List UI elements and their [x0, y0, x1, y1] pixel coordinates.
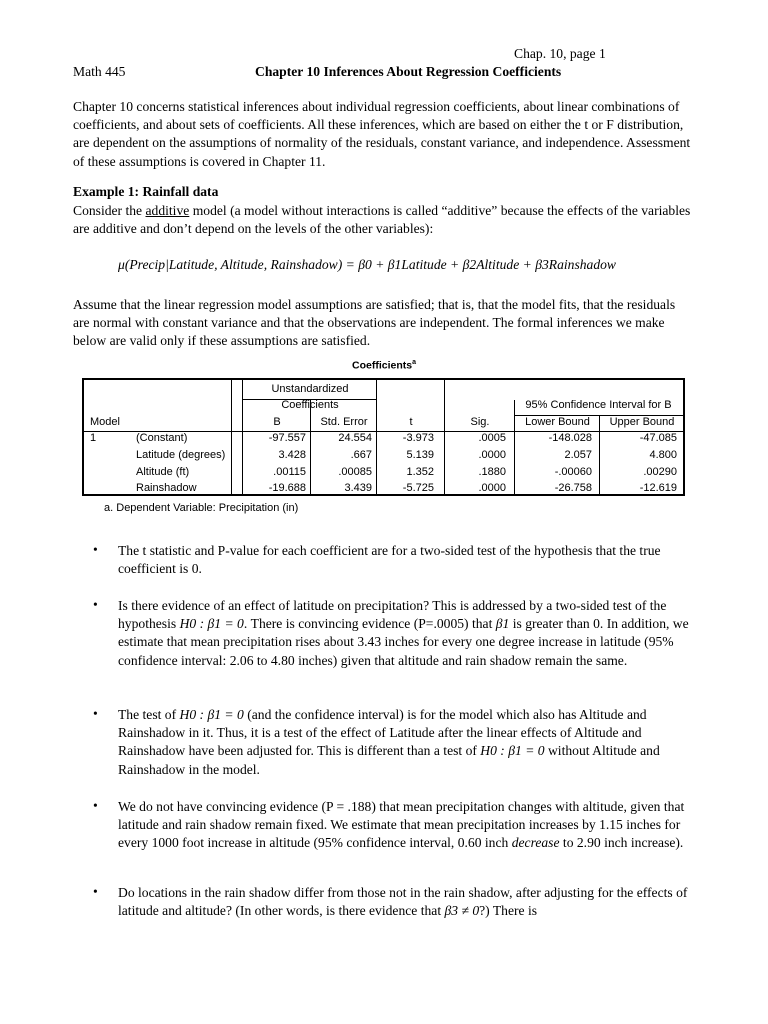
additive-underlined: additive	[145, 203, 190, 218]
table-footnote: a. Dependent Variable: Precipitation (in)	[104, 502, 299, 514]
bullet-2-text: Is there evidence of an effect of latitude on precipitation? This is addressed by a two-sided test of the hypothesis H0 : β1 = 0. There is convincing evidence (P=.0005) that β1 is greater than 0. In addition, we estimate that mean precipitation rises about 3.43 inches for every one degree increase in latitude (95% confidence interval: 2.06 to 4.80 inches) given that altitude and rain shadow remain the same.	[118, 598, 689, 668]
row-name: Altitude (ft)	[136, 466, 190, 478]
bullet-icon: •	[93, 597, 98, 612]
row-name: Latitude (degrees)	[136, 449, 226, 461]
header-upper-bound: Upper Bound	[609, 416, 675, 428]
model-equation: μ(Precip|Latitude, Altitude, Rainshadow) = β0 + β1Latitude + β2Altitude + β3Rainshadow	[118, 257, 616, 272]
row-sig: .1880	[478, 466, 506, 478]
row-ub: -12.619	[639, 482, 677, 494]
header-model: Model	[90, 416, 120, 428]
row-ub: 4.800	[649, 449, 677, 461]
row-t: -5.725	[402, 482, 434, 494]
row-sig: .0005	[478, 432, 506, 444]
model-number: 1	[90, 432, 97, 444]
header-sig: Sig.	[470, 416, 490, 428]
row-ub: .00290	[643, 466, 677, 478]
header-lower-bound: Lower Bound	[525, 416, 590, 428]
example-title: Example 1: Rainfall data	[73, 184, 219, 199]
header-b: B	[273, 416, 281, 428]
row-lb: -.00060	[554, 466, 592, 478]
bullet-1-text: The t statistic and P-value for each coefficient are for a two-sided test of the hypothesis that the true coefficient is 0.	[118, 543, 661, 577]
bullet-5-text: Do locations in the rain shadow differ from those not in the rain shadow, after adjusting for the effects of latitude and altitude? (In other words, is there evidence that β3 ≠ 0?) There is	[118, 885, 688, 919]
row-lb: -148.028	[548, 432, 592, 444]
page-number: Chap. 10, page 1	[514, 46, 606, 61]
row-ub: -47.085	[639, 432, 677, 444]
row-b: -97.557	[268, 432, 306, 444]
bullet-4-text: We do not have convincing evidence (P = .188) that mean precipitation changes with altitude, given that latitude and rain shadow remain fixed. We estimate that mean precipitation increases by 1.15 inches for every 1000 foot increase in altitude (95% confidence interval, 0.60 inch decrease to 2.90 inch increase).	[118, 799, 685, 851]
header-t: t	[409, 416, 413, 428]
row-b: 3.428	[278, 449, 306, 461]
row-se: 24.554	[338, 432, 372, 444]
row-b: .00115	[273, 466, 306, 478]
row-se: .667	[350, 449, 372, 461]
header-unstandardized: Unstandardized	[271, 383, 349, 395]
row-se: .00085	[338, 466, 372, 478]
bullet-icon: •	[93, 798, 98, 813]
coefficients-table	[82, 378, 685, 496]
assumptions-paragraph: Assume that the linear regression model assumptions are satisfied; that is, that the model fits, that the residuals are normal with constant variance and that the observations are independent. The formal inferences we make below are valid only if these assumptions are satisfied.	[73, 297, 676, 349]
bullet-icon: •	[93, 884, 98, 899]
row-t: -3.973	[402, 432, 434, 444]
header-ci: 95% Confidence Interval for B	[525, 399, 672, 411]
row-lb: 2.057	[564, 449, 592, 461]
bullet-icon: •	[93, 542, 98, 557]
course-label: Math 445	[73, 64, 126, 79]
header-std-error: Std. Error	[320, 416, 368, 428]
row-b: -19.688	[268, 482, 306, 494]
bullet-3-text: The test of H0 : β1 = 0 (and the confidence interval) is for the model which also has Altitude and Rainshadow in it. Thus, it is a test of the effect of Latitude after the linear effects of Altitude and Rainshadow have been adjusted for. This is different than a test of H0 : β1 = 0 without Altitude and Rainshadow in the model.	[118, 707, 660, 777]
chapter-title: Chapter 10 Inferences About Regression Coefficients	[255, 64, 562, 79]
additive-model-paragraph: Consider the additive model (a model without interactions is called “additive” because the effects of the variables are additive and don’t depend on the levels of the other variables):	[73, 203, 691, 237]
row-name: (Constant)	[136, 432, 188, 444]
header-coefficients: Coefficients	[281, 399, 339, 411]
row-t: 5.139	[406, 449, 434, 461]
row-se: 3.439	[344, 482, 372, 494]
row-lb: -26.758	[554, 482, 592, 494]
row-sig: .0000	[478, 482, 506, 494]
intro-paragraph: Chapter 10 concerns statistical inferences about individual regression coefficients, about linear combinations of coefficients, and about sets of coefficients. All these inferences, which are based on either the t or F distribution, are dependent on the assumptions of normality of the residuals, constant variance, and independence. Assessment of these assumptions is covered in Chapter 11.	[73, 99, 691, 169]
row-sig: .0000	[478, 449, 506, 461]
bullet-icon: •	[93, 706, 98, 721]
table-caption: Coefficients$^a$	[352, 359, 416, 372]
row-name: Rainshadow	[136, 482, 197, 494]
row-t: 1.352	[406, 466, 434, 478]
